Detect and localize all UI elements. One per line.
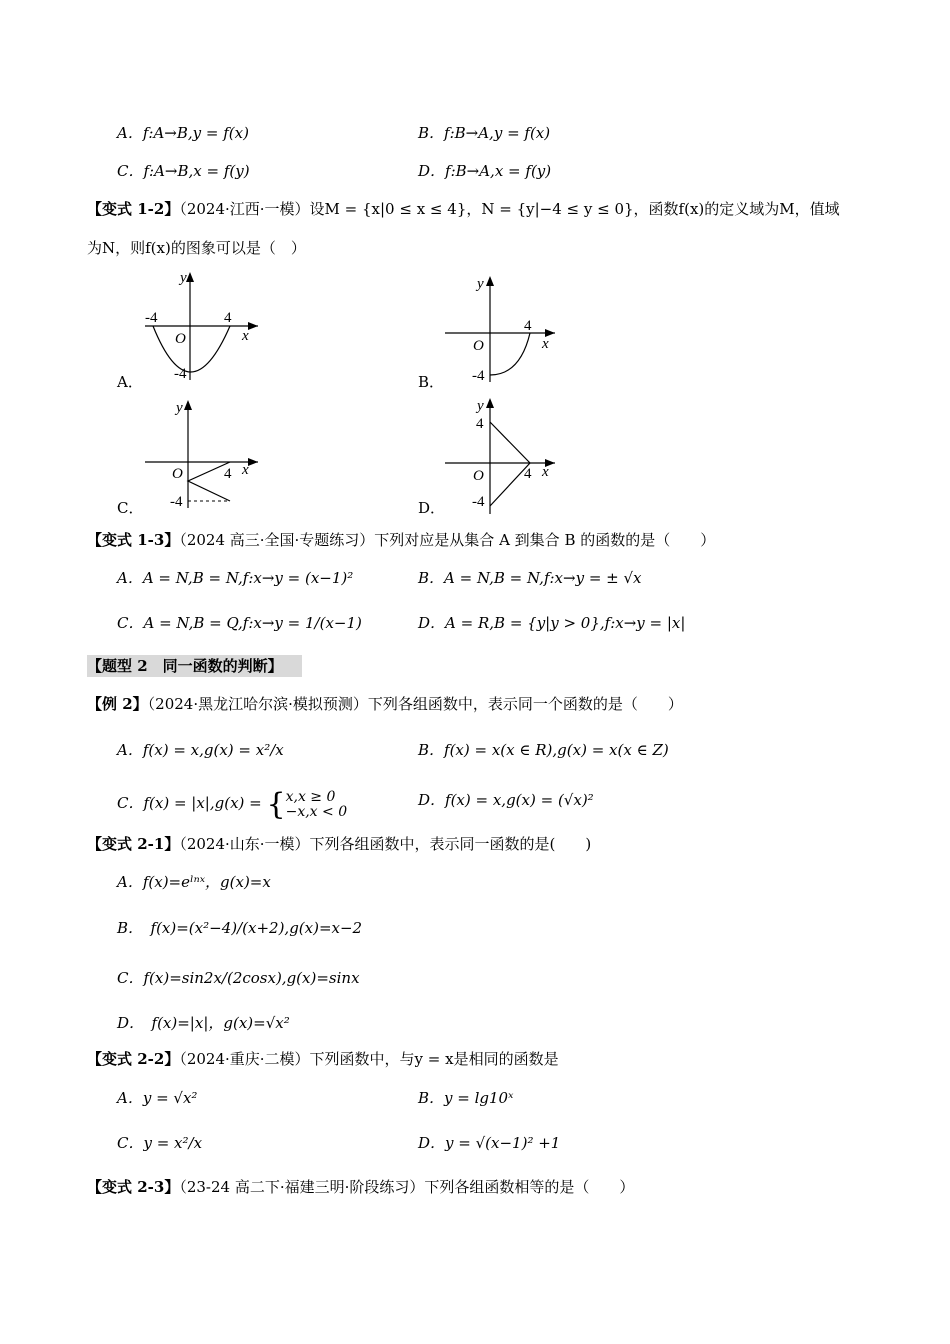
v1-3-stem: [87, 530, 715, 550]
v1-3-option-d: D．A = R,B = {y|y > 0},f:x→y = |x|: [418, 614, 686, 632]
v1-2-stem-line2: 为N，则f(x)的图象可以是（ ）: [87, 239, 306, 257]
graph-b-x-label: x: [542, 336, 549, 352]
graph-a-curve: [153, 326, 230, 372]
graph-d-pos4-x: 4: [524, 466, 532, 482]
graph-c-y-label: y: [176, 400, 183, 416]
graph-a: [140, 268, 270, 388]
v2-3-text: （23-24 高二下·福建三明·阶段练习）下列各组函数相等的是（ ）: [179, 1178, 635, 1196]
graph-d-y-arrow: [486, 398, 494, 408]
v2-2-text: （2024·重庆·二模）下列函数中，与y = x是相同的函数是: [179, 1050, 559, 1068]
v1-3-label: 【变式 1-3】: [87, 531, 180, 549]
graph-d-x-label: x: [542, 464, 549, 480]
ex2-stem: [87, 694, 683, 714]
v2-3-label: 【变式 2-3】: [87, 1178, 180, 1196]
v1-2-option-c-label: C．: [117, 499, 144, 517]
q1-option-d: D．f:B→A,x = f(y): [418, 162, 552, 180]
ex2-option-a: A．f(x) = x,g(x) = x²/x: [117, 741, 284, 759]
v2-2-option-c: C．y = x²/x: [117, 1134, 203, 1152]
q1-option-a: A．f:A→B,y = f(x): [117, 124, 249, 142]
v2-1-option-d: D． f(x)=|x|，g(x)=√x²: [117, 1014, 290, 1032]
ex2-option-c: [117, 787, 348, 822]
v2-1-text: （2024·山东·一模）下列各组函数中，表示同一函数的是( ): [179, 835, 592, 853]
v2-1-label: 【变式 2-1】: [87, 835, 180, 853]
ex2-option-c-case-1: x,x ≥ 0: [285, 789, 336, 805]
graph-c-y-arrow: [184, 400, 192, 410]
graph-b-pos4-x: 4: [524, 318, 532, 334]
v1-3-text: （2024 高三·全国·专题练习）下列对应是从集合 A 到集合 B 的函数的是（ ）: [179, 531, 716, 549]
v2-1-option-c: C．f(x)=sin2x/(2cosx),g(x)=sinx: [117, 969, 360, 987]
graph-b: [440, 272, 570, 387]
v1-2-label: 【变式 1-2】: [87, 200, 180, 218]
graph-d-broken-line: [490, 422, 530, 506]
ex2-option-c-brace: {: [266, 787, 286, 822]
v1-2-stem-line1: [87, 199, 840, 219]
graph-a-neg4-y: -4: [174, 366, 187, 382]
graph-c-origin-label: O: [172, 466, 183, 482]
q1-option-b: B．f:B→A,y = f(x): [418, 124, 551, 142]
graph-a-y-arrow: [186, 272, 194, 282]
graph-a-y-label: y: [180, 270, 187, 286]
graph-c-x-label: x: [242, 462, 249, 478]
ex2-option-d: D．f(x) = x,g(x) = (√x)²: [418, 791, 594, 809]
ex2-label: 【例 2】: [87, 695, 148, 713]
v1-2-option-d-label: D．: [418, 499, 446, 517]
graph-b-y-arrow: [486, 276, 494, 286]
v2-2-stem: [87, 1049, 559, 1069]
v1-2-option-b-label: B．: [418, 373, 445, 391]
graph-d-origin-label: O: [473, 468, 484, 484]
v2-3-stem: [87, 1177, 634, 1197]
v1-3-option-c: C．A = N,B = Q,f:x→y = 1/(x−1): [117, 614, 362, 632]
v2-1-option-a: A．f(x)=eˡⁿˣ，g(x)=x: [117, 873, 271, 891]
graph-a-x-label: x: [242, 328, 249, 344]
graph-a-origin-label: O: [175, 331, 186, 347]
v1-3-option-b: B．A = N,B = N,f:x→y = ± √x: [418, 569, 642, 587]
v1-2-text1: （2024·江西·一模）设M = {x|0 ≤ x ≤ 4}，N = {y|−4 ≤ y ≤ 0}，函数f(x)的定义域为M，值域: [179, 200, 840, 218]
graph-b-curve: [490, 333, 530, 375]
graph-b-y-label: y: [477, 276, 484, 292]
v1-3-option-a: A．A = N,B = N,f:x→y = (x−1)²: [117, 569, 354, 587]
graph-d: [440, 394, 570, 516]
v1-2-option-a-label: A．: [117, 373, 143, 391]
graph-a-pos4-x: 4: [224, 310, 232, 326]
ex2-option-c-cases: [286, 790, 348, 820]
ex2-option-c-case-2: −x,x < 0: [285, 804, 348, 820]
v2-2-option-d: D．y = √(x−1)² +1: [418, 1134, 561, 1152]
v2-2-label: 【变式 2-2】: [87, 1050, 180, 1068]
graph-c-pos4-x: 4: [224, 466, 232, 482]
graph-a-x-arrow: [248, 322, 258, 330]
graph-b-neg4-y: -4: [472, 368, 485, 384]
v2-2-option-a: A．y = √x²: [117, 1089, 198, 1107]
v2-1-stem: [87, 834, 591, 854]
graph-c: [140, 396, 270, 514]
graph-d-neg4-y: -4: [472, 494, 485, 510]
graph-c-x-arrow: [248, 458, 258, 466]
ex2-text: （2024·黑龙江哈尔滨·模拟预测）下列各组函数中，表示同一个函数的是（ ）: [147, 695, 683, 713]
graph-c-neg4-y: -4: [170, 494, 183, 510]
graph-a-neg4-x: -4: [145, 310, 158, 326]
v2-1-option-b: B． f(x)=(x²−4)/(x+2),g(x)=x−2: [117, 919, 363, 937]
section-banner-type-2: 【题型 2 同一函数的判断】: [87, 655, 302, 677]
graph-d-y-label: y: [477, 398, 484, 414]
graph-d-pos4-y: 4: [476, 416, 484, 432]
graph-b-origin-label: O: [473, 338, 484, 354]
q1-option-c: C．f:A→B,x = f(y): [117, 162, 250, 180]
v2-2-option-b: B．y = lg10ˣ: [418, 1089, 514, 1107]
ex2-option-c-prefix: C．f(x) = |x|,g(x) =: [117, 794, 267, 812]
ex2-option-b: B．f(x) = x(x ∈ R),g(x) = x(x ∈ Z): [418, 741, 669, 759]
